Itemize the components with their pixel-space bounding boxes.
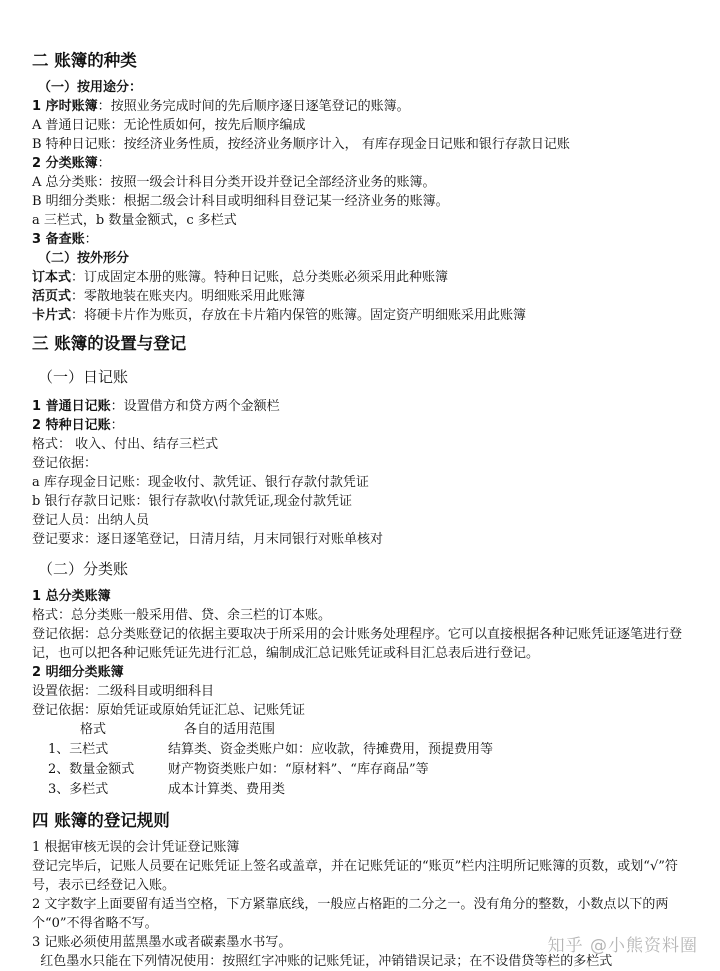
watermark: 知乎 @小熊资料圈: [547, 936, 698, 956]
table-header: [32, 720, 692, 740]
line: 设置依据：二级科目或明细科目: [32, 684, 215, 699]
table-row: [32, 780, 692, 800]
table-row: [32, 760, 692, 780]
line: 登记依据：原始凭证或原始凭证汇总、记账凭证: [32, 703, 306, 718]
table-cell: 结算类、资金类账户如：应收款，待摊费用，预提费用等: [168, 742, 494, 757]
line: A 普通日记账：无论性质如何，按先后顺序编成: [32, 118, 306, 133]
section-title-2: 二 账簿的种类: [32, 51, 137, 70]
line: 1 普通日记账：设置借方和贷方两个金额栏: [32, 399, 280, 414]
line: 1 序时账簿：按照业务完成时间的先后顺序逐日逐笔登记的账簿。: [32, 99, 410, 114]
paragraph: 2 文字数字上面要留有适当空格，下方紧靠底线，一般应占格距的二分之一。没有角分的整数，小数点以下的两个“0”不得省略不写。: [32, 897, 669, 931]
line: 登记要求：逐日逐笔登记，日清月结，月末同银行对账单核对: [32, 532, 384, 547]
table-header-format: 格式: [80, 722, 107, 737]
line: B 特种日记账：按经济业务性质，按经济业务顺序计入， 有库存现金日记账和银行存款日记账: [32, 137, 570, 152]
table-cell: 财产物资类账户如：“原材料”、“库存商品”等: [168, 762, 429, 777]
subsection-by-use: （一）按用途分：: [38, 80, 143, 95]
section-title-3: 三 账簿的设置与登记: [32, 334, 187, 353]
line: 2 明细分类账簿: [32, 665, 124, 680]
line: a 库存现金日记账：现金收付、款凭证、银行存款付款凭证: [32, 475, 369, 490]
line: 2 特种日记账：: [32, 418, 124, 433]
line: 红色墨水只能在下列情况使用：按照红字冲账的记账凭证，冲销错误记录；在不设借贷等栏的多栏式: [32, 954, 613, 969]
table-cell: 3、多栏式: [48, 782, 109, 797]
table-cell: 2、数量金额式: [48, 762, 135, 777]
line: 卡片式：将硬卡片作为账页，存放在卡片箱内保管的账簿。固定资产明细账采用此账簿: [32, 308, 527, 323]
paragraph: 登记依据：总分类账登记的依据主要取决于所采用的会计账务处理程序。它可以直接根据各种记账凭证逐笔进行登记，也可以把各种记账凭证先进行汇总，编制成汇总记账凭证或科目汇总表后进行登记。: [32, 627, 683, 661]
line: 1 总分类账簿: [32, 589, 111, 604]
line: 活页式：零散地装在账夹内。明细账采用此账簿: [32, 289, 306, 304]
subsection-ledger: （二）分类账: [38, 560, 129, 578]
document-page: [32, 48, 692, 971]
table-row: [32, 740, 692, 760]
table-header-scope: 各自的适用范围: [184, 722, 276, 737]
line: b 银行存款日记账：银行存款收\付款凭证,现金付款凭证: [32, 494, 352, 509]
line: 订本式：订成固定本册的账簿。特种日记账，总分类账必须采用此种账簿: [32, 270, 449, 285]
subsection-by-form: （二）按外形分: [38, 251, 130, 266]
line: 登记人员：出纳人员: [32, 513, 150, 528]
line: 1 根据审核无误的会计凭证登记账簿: [32, 840, 240, 855]
line: B 明细分类账：根据二级会计科目或明细科目登记某一经济业务的账簿。: [32, 194, 449, 209]
line: 3 备查账：: [32, 232, 98, 247]
section-title-4: 四 账簿的登记规则: [32, 811, 170, 830]
table-cell: 1、三栏式: [48, 742, 109, 757]
line: a 三栏式，b 数量金额式，c 多栏式: [32, 213, 237, 228]
subsection-journal: （一）日记账: [38, 368, 129, 386]
table-cell: 成本计算类、费用类: [168, 782, 286, 797]
line: 登记依据：: [32, 456, 98, 471]
line: A 总分类账：按照一级会计科目分类开设并登记全部经济业务的账簿。: [32, 175, 436, 190]
line: 格式： 收入、付出、结存三栏式: [32, 437, 219, 452]
line: 3 记账必须使用蓝黑墨水或者碳素墨水书写。: [32, 935, 292, 950]
line: 2 分类账簿：: [32, 156, 111, 171]
line: 格式：总分类账一般采用借、贷、余三栏的订本账。: [32, 608, 332, 623]
paragraph: 登记完毕后，记账人员要在记账凭证上签名或盖章，并在记账凭证的“账页”栏内注明所记账簿的页数，或划“√”符号，表示已经登记入账。: [32, 859, 678, 893]
